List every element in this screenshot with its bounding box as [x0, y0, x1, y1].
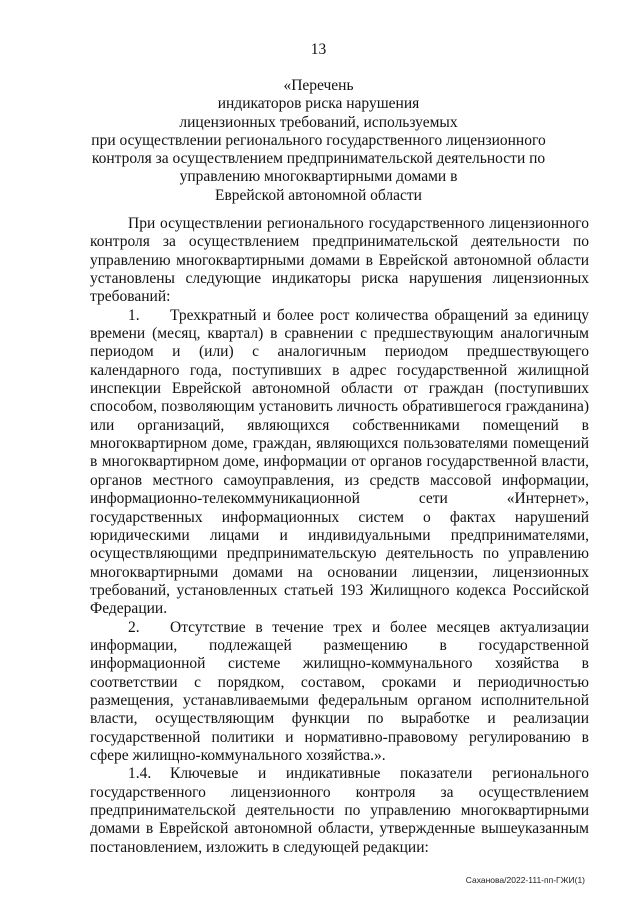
- list-item-text: Отсутствие в течение трех и более месяцев актуализации информации, подлежащей размещению в государственной информационной системе жилищно-коммунального хозяйства в соответствии с порядком, составом, сроками и периодичностью размещения, устанавливаемыми федеральным органом исполнительной власти, осуществляющим функции по выработке и реализации государственной политики и нормативно-правовому регулированию в сфере жилищно-коммунального хозяйства.».: [90, 618, 589, 764]
- list-item-number: 2.: [128, 618, 140, 636]
- clause-text: Ключевые и индикативные показатели регионального государственного лицензионного контроля за осуществлением предпринимательской деятельности по управлению многоквартирными домами в Еврейской автономной области, утвержденные вышеуказанным постановлением, изложить в следующей редакции:: [90, 765, 589, 856]
- list-item-1: [90, 307, 589, 619]
- clause-number: 1.4.: [128, 765, 152, 783]
- document-footer-code: Саханова/2022-111-пп-ГЖИ(1): [465, 875, 585, 885]
- title-line: индикаторов риска нарушения: [217, 95, 420, 113]
- title-line: «Перечень: [283, 77, 354, 94]
- clause-1-4: [90, 765, 589, 857]
- intro-paragraph: При осуществлении регионального государственного лицензионного контроля за осуществлением предпринимательской деятельности по управлению многоквартирными домами в Еврейской автономной области установлены следующие индикаторы риска нарушения лицензионных требований:: [90, 215, 589, 306]
- document-title: [0, 77, 637, 205]
- title-line: Еврейской автономной области: [215, 186, 422, 204]
- title-line: управлению многоквартирными домами в: [179, 168, 458, 186]
- document-body: [90, 215, 589, 857]
- title-line: лицензионных требований, используемых: [179, 113, 458, 131]
- list-item-number: 1.: [128, 306, 140, 324]
- title-line: контроля за осуществлением предпринимательской деятельности по: [91, 150, 546, 168]
- page-number: 13: [310, 41, 327, 58]
- list-item-2: [90, 619, 589, 766]
- list-item-text: Трехкратный и более рост количества обращений за единицу времени (месяц, квартал) в сравнении с предшествующим аналогичным периодом и (или) с аналогичным периодом предшествующего календарного года, поступивших в адрес государственной жилищной инспекции Еврейской автономной области от граждан (поступивших способом, позволяющим установить личность обратившегося гражданина) или организаций, являющихся собственниками помещений в многоквартирном доме, граждан, являющихся пользователями помещений в многоквартирном доме, информации от органов государственной власти, органов местного самоуправления, из средств массовой информации, информационно-телекоммуникационной сети «Интернет», государственных информационных систем о фактах нарушений юридическими лицами и индивидуальными предпринимателями, осуществляющими предпринимательскую деятельность по управлению многоквартирными домами на основании лицензии, лицензионных требований, установленных статьей 193 Жилищного кодекса Российской Федерации.: [90, 306, 589, 618]
- title-line: при осуществлении регионального государственного лицензионного: [91, 131, 546, 149]
